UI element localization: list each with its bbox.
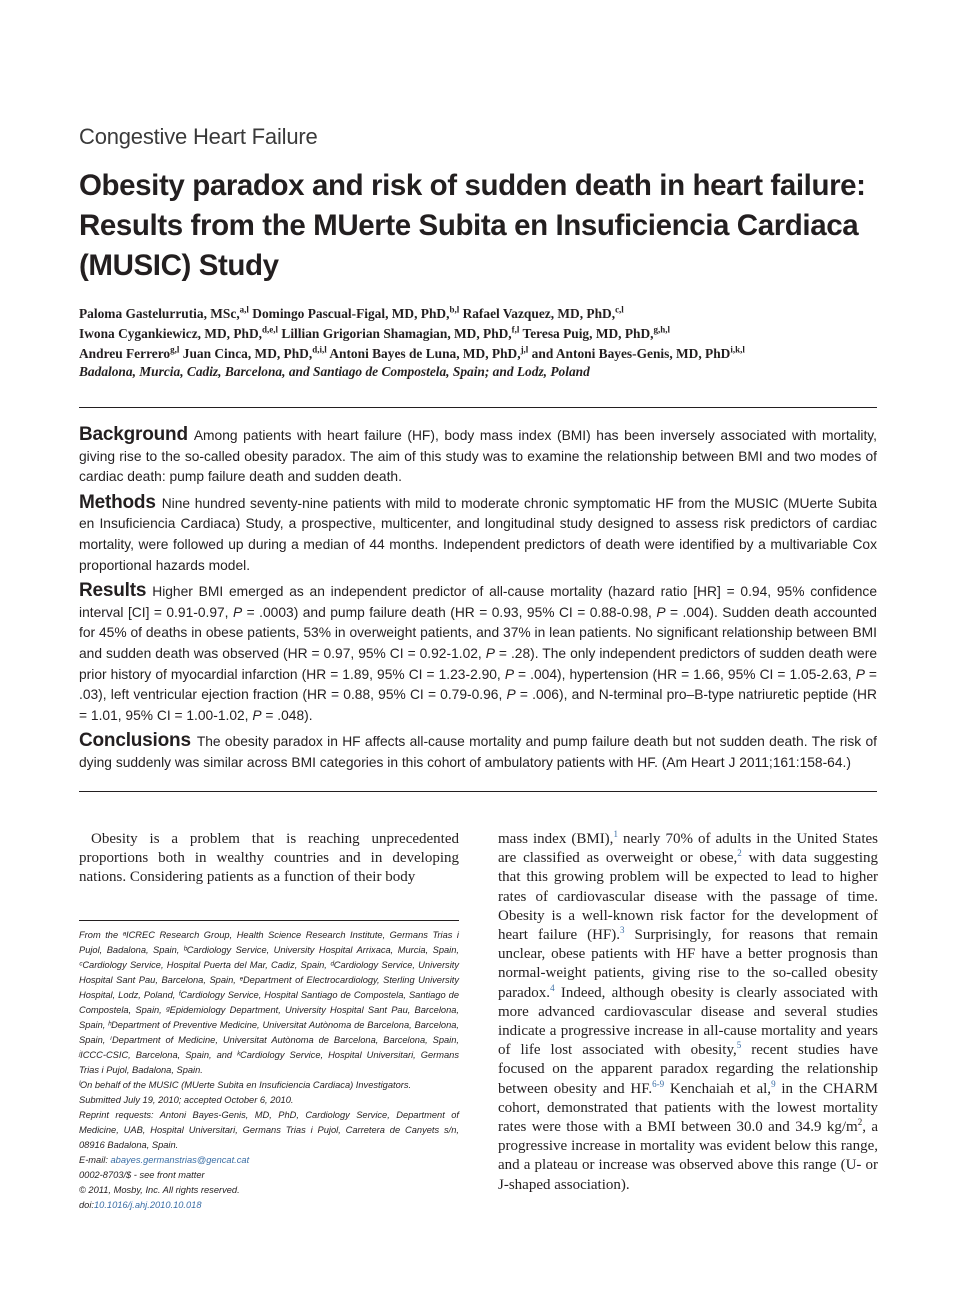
section-label: Congestive Heart Failure — [79, 124, 318, 149]
abstract-top-rule — [79, 407, 877, 408]
body-text: with data suggesting that this growing problem will be expected to lead to higher rates of cardiovascular disease with the passage of time. Obesity is a well-known risk factor for the development of heart failure (HF). — [498, 850, 878, 944]
reference-link[interactable]: 3 — [620, 925, 625, 936]
body-text: , a progressive increase in mortality was evident below this range, and a plateau or increase was observed above this range (U- or J-shaped association). — [498, 1119, 878, 1193]
author-list — [79, 304, 889, 364]
abstract-text: = .048). — [261, 707, 313, 723]
body-text: Indeed, although obesity is clearly associated with more advanced cardiovascular disease and several studies indicate a progressive increase in all-cause mortality and years of life lost associated with obesity, — [498, 984, 878, 1059]
abstract-bottom-rule — [79, 791, 877, 792]
reference-link[interactable]: 6-9 — [652, 1078, 665, 1089]
author-affiliation-sup: g,l — [170, 344, 180, 355]
abstract-text: = .28). The only independent predictors of sudden death were prior history of myocardial infarction (HR = 1.89, 95% CI = 1.23-2.90, — [79, 645, 877, 682]
abstract-text: = .004). Sudden death accounted for 45% of deaths in obese patients, 53% in overweight patients, and 37% in lean patients. No significant relationship between BMI and sudden death was observed (HR = 0.97, 95% CI = 0.92-1.02, — [79, 604, 877, 661]
footnote-email — [79, 1153, 459, 1168]
body-text: nearly 70% of adults in the United States are classified as overweight or obese, — [498, 831, 878, 867]
doi-label: doi: — [79, 1200, 94, 1210]
footnote-submitted: Submitted July 19, 2010; accepted October 6, 2010. — [79, 1095, 294, 1105]
abstract-text: = .004), hypertension (HR = 1.66, 95% CI = 1.05-2.63, — [514, 666, 856, 682]
author-affiliation-sup: b,l — [449, 304, 460, 315]
body-left-column — [79, 830, 459, 888]
abstract-conclusions — [79, 731, 877, 773]
p-symbol: P — [506, 687, 516, 703]
p-symbol: P — [855, 666, 865, 682]
reference-link[interactable]: 9 — [771, 1078, 776, 1089]
author-affiliation-sup: g,h,l — [653, 324, 670, 335]
abstract-text: = .0003) and pump failure death (HR = 0.93, 95% CI = 0.88-0.98, — [242, 604, 657, 620]
abstract-text: Nine hundred seventy-nine patients with mild to moderate chronic symptomatic HF from the MUSIC (MUerte Subita en Insuficiencia Cardiaca) Study, a prospective, multicenter, and longitudinal study designed to assess risk predictors of cardiac mortality, were followed up during a median of 44 months. Independent predictors of death were identified by a multivariable Cox proportional hazards model. — [79, 495, 877, 573]
author-name: Domingo Pascual-Figal, MD, PhD, — [252, 306, 450, 321]
author-affiliation-sup: j,l — [520, 344, 529, 355]
abstract-heading: Background — [79, 424, 188, 445]
email-label: E-mail: — [79, 1155, 111, 1165]
abstract-text: Among patients with heart failure (HF), body mass index (BMI) has been inversely associated with mortality, giving rise to the so-called obesity paradox. The aim of this study was to examine the relationship between BMI and two modes of cardiac death: pump failure death and sudden death. — [79, 428, 877, 485]
abstract-text: The obesity paradox in HF affects all-cause mortality and pump failure death but not sudden death. The risk of dying suddenly was similar across BMI categories in this cohort of ambulatory patients with HF. (Am Heart J 2011;161:158-64.) — [79, 734, 877, 770]
footnote-affiliations: From the ᵃICREC Research Group, Health Science Research Institute, Germans Trias i Pujol, Badalona, Spain, ᵇCardiology Service, University Hospital Arrixaca, Murcia, Spain, ᶜCardiology Service, Hospital Puerta del Mar, Cadiz, Spain, ᵈCardiology Service, University Hospital Sant Pau, Barcelona, Spain, ᵉDepartment of Electrocardiology, Sterling University Hospital, Lodz, Poland, ᶠCardiology Service, Hospital Santiago de Compostela, Santiago de Compostela, Spain, ᵍEpidemiology Department, University Hospital Sant Pau, Barcelona, Spain, ʰDepartment of Preventive Medicine, Universitat Autònoma de Barcelona, Barcelona, Spain, ⁱDepartment of Medicine, Universitat Autònoma de Barcelona, Barcelona, Spain, ʲICCC-CSIC, Barcelona, Spain, and ᵏCardiology Service, Hospital Universitari, Germans Trias i Pujol, Badalona, Spain. — [79, 930, 459, 1075]
footnote-rule — [79, 920, 459, 921]
abstract-text: = .03), left ventricular ejection fraction (HR = 0.88, 95% CI = 0.79-0.96, — [79, 666, 877, 703]
abstract-background — [79, 425, 877, 488]
author-name: Iwona Cygankiewicz, MD, PhD, — [79, 326, 263, 341]
body-text: Kenchaiah et al, — [664, 1080, 772, 1097]
author-name: Lillian Grigorian Shamagian, MD, PhD, — [281, 326, 512, 341]
footnote-reprint: Reprint requests: Antoni Bayes-Genis, MD, PhD, Cardiology Service, Department of Medicine, UAB, Hospital Universitari, Germans Trias i Pujol, Carretera de Canyets s/n, 08916 Badalona, Spain. — [79, 1110, 459, 1150]
abstract-text: Higher BMI emerged as an independent predictor of all-cause mortality (hazard ratio [HR] = 0.94, 95% confidence interval [CI] = 0.91-0.97, — [79, 584, 877, 620]
p-symbol: P — [485, 645, 495, 661]
body-text: in the CHARM cohort, demonstrated that patients with the lowest mortality rates were those with a BMI between 30.0 and 34.9 kg/m — [498, 1080, 878, 1136]
body-paragraph — [498, 830, 878, 1195]
abstract-results — [79, 581, 877, 726]
abstract-text: = .006), and N-terminal pro–B-type natriuretic peptide (HR = 1.01, 95% CI = 1.00-1.02, — [79, 687, 877, 723]
author-name: Andreu Ferrero — [79, 346, 171, 361]
body-right-column — [498, 830, 878, 1195]
author-name: Teresa Puig, MD, PhD, — [522, 326, 654, 341]
footnotes — [79, 928, 459, 1213]
author-affiliation-sup: i,k,l — [730, 344, 745, 355]
reference-link[interactable]: 2 — [737, 848, 742, 859]
email-link[interactable]: abayes.germanstrias@gencat.cat — [110, 1155, 250, 1165]
author-affiliation-sup: c,l — [615, 304, 624, 315]
body-text: Surprisingly, for reasons that remain unclear, obese patients with HF have a better prognosis than normal-weight patients, giving rise to the so-called obesity paradox. — [498, 927, 878, 1001]
author-affiliation-sup: f,l — [511, 324, 520, 335]
author-affiliation-sup: a,l — [239, 304, 249, 315]
author-name: Rafael Vazquez, MD, PhD, — [462, 306, 616, 321]
abstract-heading: Results — [79, 580, 147, 602]
p-symbol: P — [504, 666, 515, 682]
footnote-issn: 0002-8703/$ - see front matter — [79, 1170, 205, 1180]
article-title: Obesity paradox and risk of sudden death in heart failure: Results from the MUerte Subita en Insuficiencia Cardiaca (MUSIC) Study — [79, 169, 866, 282]
abstract-heading: Methods — [79, 491, 156, 513]
reference-link[interactable]: 5 — [736, 1040, 742, 1051]
footnote-behalf: ˡOn behalf of the MUSIC (MUerte Subita en Insuficiencia Cardiaca) Investigators. — [79, 1080, 412, 1090]
footnote-copyright: © 2011, Mosby, Inc. All rights reserved. — [79, 1185, 240, 1195]
author-affiliation-sup: d,i,l — [312, 344, 327, 355]
p-symbol: P — [252, 707, 262, 723]
author-name: and Antoni Bayes-Genis, MD, PhD — [531, 346, 731, 361]
p-symbol: P — [656, 604, 666, 620]
p-symbol: P — [232, 604, 243, 620]
author-locations: Badalona, Murcia, Cadiz, Barcelona, and Santiago de Compostela, Spain; and Lodz, Poland — [79, 364, 590, 379]
author-name: Antoni Bayes de Luna, MD, PhD, — [329, 346, 521, 361]
reference-link[interactable]: 4 — [550, 982, 555, 993]
abstract-heading: Conclusions — [79, 730, 191, 752]
unit-superscript: 2 — [857, 1117, 863, 1128]
body-text: recent studies have focused on the apparent paradox regarding the relationship between obesity and HF. — [498, 1042, 878, 1097]
doi-link[interactable]: 10.1016/j.ahj.2010.10.018 — [94, 1200, 202, 1210]
reference-link[interactable]: 1 — [613, 829, 618, 839]
footnote-doi — [79, 1198, 459, 1213]
abstract-methods — [79, 493, 877, 576]
author-name: Juan Cinca, MD, PhD, — [182, 346, 313, 361]
body-paragraph: Obesity is a problem that is reaching unprecedented proportions both in wealthy countries and in developing nations. Considering patients as a function of their body — [79, 831, 459, 886]
author-affiliation-sup: d,e,l — [262, 324, 279, 335]
author-name: Paloma Gastelurrutia, MSc, — [79, 306, 240, 321]
abstract — [79, 425, 877, 779]
body-text: mass index (BMI), — [498, 831, 614, 847]
